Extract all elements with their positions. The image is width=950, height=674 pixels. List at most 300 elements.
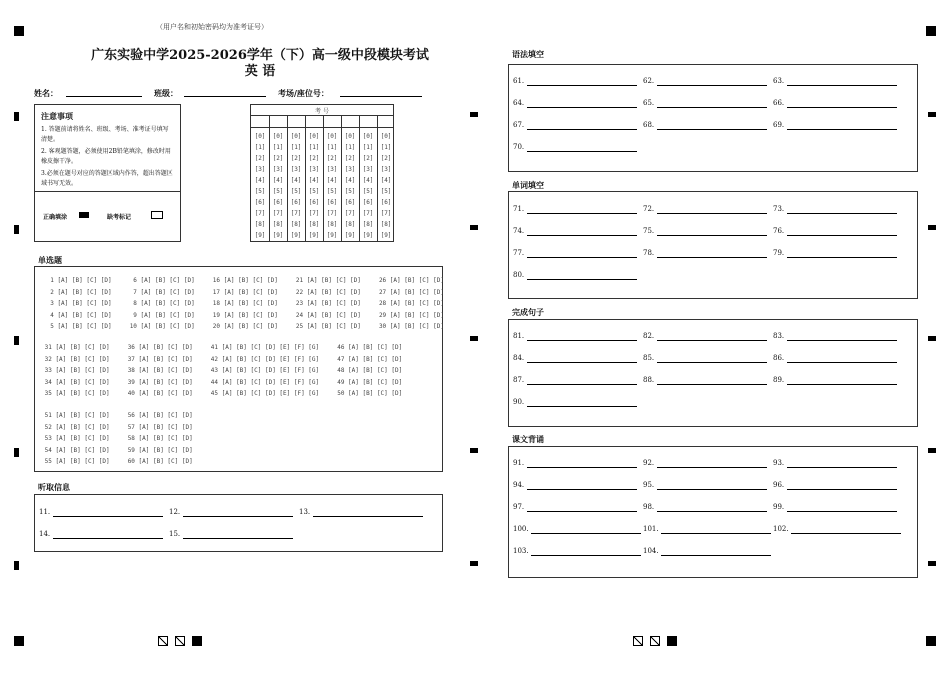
corner-mark-bottom-left <box>14 636 24 646</box>
answer-number: 102. <box>773 525 789 533</box>
exam-digit-bubble[interactable]: [4] <box>254 177 266 184</box>
answer-item <box>513 503 524 511</box>
answer-line[interactable] <box>527 511 637 512</box>
answer-line[interactable] <box>183 516 293 517</box>
answer-line[interactable] <box>657 511 767 512</box>
answer-item <box>513 525 529 533</box>
exam-digit-bubble[interactable]: [3] <box>308 166 320 173</box>
exam-digit-bubble[interactable]: [3] <box>362 166 374 173</box>
exam-digit-bubble[interactable]: [6] <box>254 199 266 206</box>
code-square <box>650 636 660 646</box>
exam-digit-bubble[interactable]: [2] <box>380 155 392 162</box>
answer-line[interactable] <box>787 85 897 86</box>
answer-number: 61. <box>513 77 525 85</box>
answer-item <box>39 530 50 538</box>
answer-line[interactable] <box>787 129 897 130</box>
answer-item <box>39 508 50 516</box>
exam-digit-bubble[interactable]: [5] <box>308 188 320 195</box>
exam-digit-bubble[interactable]: [9] <box>254 232 266 239</box>
room-field[interactable] <box>340 96 422 97</box>
answer-line[interactable] <box>787 489 897 490</box>
exam-digit-bubble[interactable]: [3] <box>326 166 338 173</box>
exam-digit-bubble[interactable]: [1] <box>326 144 338 151</box>
code-square <box>667 636 677 646</box>
exam-digit-bubble[interactable]: [0] <box>326 133 338 140</box>
exam-digit-bubble[interactable]: [8] <box>308 221 320 228</box>
exam-digit-bubble[interactable]: [3] <box>380 166 392 173</box>
answer-line[interactable] <box>531 555 641 556</box>
answer-number: 14. <box>39 530 51 538</box>
exam-digit-bubble[interactable]: [1] <box>344 144 356 151</box>
answer-number: 63. <box>773 77 785 85</box>
answer-item <box>169 508 180 516</box>
absent-mark-label: 缺考标记 <box>107 214 132 221</box>
right-mark <box>928 561 936 566</box>
answer-number: 70. <box>513 143 525 151</box>
code-square <box>175 636 185 646</box>
answer-number: 73. <box>773 205 785 213</box>
exam-digit-bubble[interactable]: [0] <box>272 133 284 140</box>
answer-line[interactable] <box>787 467 897 468</box>
exam-digit-bubble[interactable]: [2] <box>308 155 320 162</box>
name-label: 姓名： <box>34 88 58 98</box>
right-mark <box>928 225 936 230</box>
recite-title: 课文背诵 <box>512 434 544 444</box>
side-mark <box>14 336 19 345</box>
answer-line[interactable] <box>657 129 767 130</box>
answer-line[interactable] <box>657 467 767 468</box>
answer-item <box>513 205 524 213</box>
answer-item <box>643 77 654 85</box>
exam-digit-bubble[interactable]: [1] <box>290 144 302 151</box>
mcq-row[interactable]: 32 [A] [B] [C] [D] 37 [A] [B] [C] [D] 42 [A] [B] [C] [D] [E] [F] [G] 47 [A] [B] [C] [D] <box>41 355 403 363</box>
exam-digit-bubble[interactable]: [8] <box>254 221 266 228</box>
answer-number: 64. <box>513 99 525 107</box>
exam-digit-bubble[interactable]: [3] <box>272 166 284 173</box>
mcq-box <box>34 266 443 472</box>
exam-digit-bubble[interactable]: [4] <box>362 177 374 184</box>
exam-digit-bubble[interactable]: [7] <box>308 210 320 217</box>
mcq-row[interactable]: 4 [A] [B] [C] [D] 9 [A] [B] [C] [D] 19 [A] [B] [C] [D] 24 [A] [B] [C] [D] 29 [A] [B] [C] [D] <box>43 311 444 319</box>
mcq-row[interactable]: 2 [A] [B] [C] [D] 7 [A] [B] [C] [D] 17 [A] [B] [C] [D] 22 [A] [B] [C] [D] 27 [A] [B] [C] [D] <box>43 288 444 296</box>
exam-digit-bubble[interactable]: [1] <box>362 144 374 151</box>
exam-digit-bubble[interactable]: [0] <box>290 133 302 140</box>
exam-digit-bubble[interactable]: [3] <box>290 166 302 173</box>
exam-number-grid <box>250 104 394 242</box>
answer-number: 68. <box>643 121 655 129</box>
answer-line[interactable] <box>787 362 897 363</box>
exam-digit-bubble[interactable]: [1] <box>308 144 320 151</box>
exam-digit-bubble[interactable]: [4] <box>308 177 320 184</box>
exam-digit-bubble[interactable]: [9] <box>380 232 392 239</box>
answer-line[interactable] <box>527 107 637 108</box>
exam-digit-bubble[interactable]: [8] <box>380 221 392 228</box>
answer-number: 79. <box>773 249 785 257</box>
name-field[interactable] <box>66 96 142 97</box>
answer-item <box>773 503 784 511</box>
answer-number: 84. <box>513 354 525 362</box>
exam-digit-bubble[interactable]: [2] <box>254 155 266 162</box>
center-mark <box>470 561 478 566</box>
exam-digit-bubble[interactable]: [0] <box>254 133 266 140</box>
exam-digit-column <box>305 131 323 241</box>
exam-digit-bubble[interactable]: [5] <box>344 188 356 195</box>
answer-item <box>773 376 784 384</box>
correct-fill-label: 正确填涂 <box>43 214 68 221</box>
answer-line[interactable] <box>787 213 897 214</box>
exam-digit-bubble[interactable]: [6] <box>344 199 356 206</box>
exam-digit-bubble[interactable]: [6] <box>290 199 302 206</box>
answer-item <box>299 508 310 516</box>
exam-digit-bubble[interactable]: [1] <box>272 144 284 151</box>
exam-digit-bubble[interactable]: [9] <box>344 232 356 239</box>
answer-item <box>513 249 524 257</box>
answer-number: 103. <box>513 547 529 555</box>
answer-number: 15. <box>169 530 181 538</box>
exam-digit-bubble[interactable]: [5] <box>254 188 266 195</box>
answer-number: 78. <box>643 249 655 257</box>
exam-digit-bubble[interactable]: [5] <box>362 188 374 195</box>
answer-line[interactable] <box>527 129 637 130</box>
exam-digit-bubble[interactable]: [9] <box>308 232 320 239</box>
exam-digit-bubble[interactable]: [3] <box>254 166 266 173</box>
answer-item <box>643 332 654 340</box>
class-field[interactable] <box>184 96 266 97</box>
answer-line[interactable] <box>527 362 637 363</box>
class-label: 班级： <box>154 88 178 98</box>
right-mark <box>928 112 936 117</box>
exam-digit-bubble[interactable]: [7] <box>344 210 356 217</box>
corner-mark-top-right <box>926 26 936 36</box>
answer-number: 90. <box>513 398 525 406</box>
exam-digit-bubble[interactable]: [4] <box>272 177 284 184</box>
answer-number: 75. <box>643 227 655 235</box>
answer-item <box>643 547 659 555</box>
exam-digit-bubble[interactable]: [2] <box>272 155 284 162</box>
answer-item <box>643 205 654 213</box>
answer-number: 93. <box>773 459 785 467</box>
answer-number: 88. <box>643 376 655 384</box>
exam-digit-bubble[interactable]: [4] <box>380 177 392 184</box>
mcq-row[interactable]: 51 [A] [B] [C] [D] 56 [A] [B] [C] [D] <box>41 412 193 419</box>
exam-digit-bubble[interactable]: [2] <box>326 155 338 162</box>
answer-line[interactable] <box>657 362 767 363</box>
mcq-title: 单选题 <box>38 255 62 265</box>
exam-digit-bubble[interactable]: [0] <box>380 133 392 140</box>
answer-number: 67. <box>513 121 525 129</box>
answer-line[interactable] <box>53 538 163 539</box>
answer-item <box>643 481 654 489</box>
exam-digit-bubble[interactable]: [8] <box>344 221 356 228</box>
word-title: 单词填空 <box>512 180 544 190</box>
exam-digit-bubble[interactable]: [2] <box>362 155 374 162</box>
word-box <box>508 191 918 299</box>
answer-item <box>513 77 524 85</box>
answer-item <box>513 398 524 406</box>
exam-digit-bubble[interactable]: [4] <box>344 177 356 184</box>
exam-digit-bubble[interactable]: [1] <box>380 144 392 151</box>
answer-line[interactable] <box>527 257 637 258</box>
exam-digit-bubble[interactable]: [7] <box>290 210 302 217</box>
answer-number: 11. <box>39 508 51 516</box>
exam-digit-bubble[interactable]: [6] <box>272 199 284 206</box>
answer-item <box>773 354 784 362</box>
exam-digit-bubble[interactable]: [5] <box>272 188 284 195</box>
mcq-row[interactable]: 52 [A] [B] [C] [D] 57 [A] [B] [C] [D] <box>41 423 193 431</box>
answer-item <box>513 332 524 340</box>
exam-digit-bubble[interactable]: [7] <box>326 210 338 217</box>
mcq-row[interactable]: 53 [A] [B] [C] [D] 58 [A] [B] [C] [D] <box>41 435 193 442</box>
mcq-row[interactable]: 5 [A] [B] [C] [D] 10 [A] [B] [C] [D] 20 [A] [B] [C] [D] 25 [A] [B] [C] [D] 30 [A] [B] [C] [D] <box>43 323 444 330</box>
answer-line[interactable] <box>657 384 767 385</box>
answer-line[interactable] <box>527 235 637 236</box>
answer-item <box>643 99 654 107</box>
exam-digit-bubble[interactable]: [9] <box>362 232 374 239</box>
answer-item <box>773 77 784 85</box>
answer-line[interactable] <box>313 516 423 517</box>
exam-digit-bubble[interactable]: [9] <box>326 232 338 239</box>
answer-line[interactable] <box>657 489 767 490</box>
answer-number: 76. <box>773 227 785 235</box>
answer-item <box>513 481 524 489</box>
answer-number: 77. <box>513 249 525 257</box>
side-mark <box>14 561 19 570</box>
side-mark <box>14 112 19 121</box>
listening-box <box>34 494 443 552</box>
answer-item <box>643 227 654 235</box>
attention-item: 2. 客观题答题，必须使用2B铅笔填涂，修改时用橡皮擦干净。 <box>41 148 171 165</box>
exam-number-label: 考 号 <box>315 108 329 115</box>
answer-line[interactable] <box>657 85 767 86</box>
exam-digit-bubble[interactable]: [4] <box>326 177 338 184</box>
answer-line[interactable] <box>527 489 637 490</box>
exam-digit-bubble[interactable]: [6] <box>380 199 392 206</box>
answer-line[interactable] <box>661 533 771 534</box>
exam-digit-column <box>359 131 377 241</box>
answer-item <box>773 227 784 235</box>
answer-item <box>643 249 654 257</box>
answer-line[interactable] <box>657 257 767 258</box>
answer-line[interactable] <box>657 213 767 214</box>
answer-number: 74. <box>513 227 525 235</box>
answer-item <box>513 121 524 129</box>
answer-line[interactable] <box>657 340 767 341</box>
answer-number: 89. <box>773 376 785 384</box>
answer-line[interactable] <box>791 533 901 534</box>
sentence-box <box>508 319 918 427</box>
answer-line[interactable] <box>787 340 897 341</box>
answer-item <box>773 525 789 533</box>
exam-digit-bubble[interactable]: [5] <box>380 188 392 195</box>
answer-number: 69. <box>773 121 785 129</box>
exam-digit-bubble[interactable]: [2] <box>344 155 356 162</box>
exam-digit-bubble[interactable]: [9] <box>272 232 284 239</box>
exam-digit-bubble[interactable]: [2] <box>290 155 302 162</box>
exam-digit-bubble[interactable]: [7] <box>380 210 392 217</box>
mcq-row[interactable]: 35 [A] [B] [C] [D] 40 [A] [B] [C] [D] 45 [A] [B] [C] [D] [E] [F] [G] 50 [A] [B] [C] [D] <box>41 390 403 397</box>
answer-item <box>513 354 524 362</box>
exam-digit-bubble[interactable]: [7] <box>272 210 284 217</box>
answer-line[interactable] <box>183 538 293 539</box>
mcq-row[interactable]: 3 [A] [B] [C] [D] 8 [A] [B] [C] [D] 18 [A] [B] [C] [D] 23 [A] [B] [C] [D] 28 [A] [B] [C] [D] <box>43 300 444 307</box>
listening-title: 听取信息 <box>38 482 70 492</box>
attention-item: 1. 答题前请将姓名、班级、考场、准考证号填写清楚。 <box>41 126 169 143</box>
exam-digit-bubble[interactable]: [7] <box>362 210 374 217</box>
answer-item <box>773 121 784 129</box>
answer-number: 81. <box>513 332 525 340</box>
recite-box <box>508 446 918 578</box>
exam-digit-bubble[interactable]: [0] <box>344 133 356 140</box>
code-square <box>633 636 643 646</box>
center-mark <box>470 225 478 230</box>
answer-item <box>513 376 524 384</box>
answer-number: 71. <box>513 205 525 213</box>
answer-item <box>513 227 524 235</box>
answer-number: 62. <box>643 77 655 85</box>
answer-item <box>643 376 654 384</box>
exam-digit-bubble[interactable]: [6] <box>362 199 374 206</box>
answer-item <box>773 332 784 340</box>
answer-number: 87. <box>513 376 525 384</box>
exam-digit-column <box>251 131 269 241</box>
answer-number: 86. <box>773 354 785 362</box>
answer-item <box>773 459 784 467</box>
exam-digit-bubble[interactable]: [4] <box>290 177 302 184</box>
attention-title: 注意事项 <box>41 111 73 121</box>
answer-line[interactable] <box>527 340 637 341</box>
answer-line[interactable] <box>53 516 163 517</box>
grammar-title: 语法填空 <box>512 49 544 59</box>
answer-item <box>643 354 654 362</box>
mcq-row[interactable]: 1 [A] [B] [C] [D] 6 [A] [B] [C] [D] 16 [A] [B] [C] [D] 21 [A] [B] [C] [D] 26 [A] [B] [C] [D] <box>43 277 444 284</box>
side-mark <box>14 225 19 234</box>
divider <box>35 191 180 192</box>
answer-item <box>773 481 784 489</box>
answer-number: 92. <box>643 459 655 467</box>
right-mark <box>928 448 936 453</box>
answer-line[interactable] <box>657 107 767 108</box>
answer-line[interactable] <box>531 533 641 534</box>
mcq-row[interactable]: 34 [A] [B] [C] [D] 39 [A] [B] [C] [D] 44 [A] [B] [C] [D] [E] [F] [G] 49 [A] [B] [C] [D] <box>41 378 403 386</box>
answer-item <box>169 530 180 538</box>
exam-digit-bubble[interactable]: [8] <box>362 221 374 228</box>
answer-item <box>513 271 524 279</box>
exam-digit-column <box>341 131 359 241</box>
answer-item <box>643 525 659 533</box>
mcq-row[interactable]: 33 [A] [B] [C] [D] 38 [A] [B] [C] [D] 43 [A] [B] [C] [D] [E] [F] [G] 48 [A] [B] [C] [D] <box>41 367 403 374</box>
exam-digit-bubble[interactable]: [8] <box>326 221 338 228</box>
answer-item <box>773 99 784 107</box>
code-square <box>158 636 168 646</box>
mcq-row[interactable]: 54 [A] [B] [C] [D] 59 [A] [B] [C] [D] <box>41 446 193 454</box>
answer-number: 12. <box>169 508 181 516</box>
subject-title: 英 语 <box>244 64 276 79</box>
answer-number: 95. <box>643 481 655 489</box>
exam-digit-bubble[interactable]: [9] <box>290 232 302 239</box>
exam-digit-bubble[interactable]: [0] <box>362 133 374 140</box>
answer-number: 66. <box>773 99 785 107</box>
answer-number: 101. <box>643 525 659 533</box>
correct-fill-sample <box>79 212 89 218</box>
answer-item <box>513 143 524 151</box>
answer-line[interactable] <box>787 235 897 236</box>
answer-item <box>513 99 524 107</box>
answer-line[interactable] <box>527 467 637 468</box>
exam-digit-bubble[interactable]: [5] <box>326 188 338 195</box>
answer-number: 82. <box>643 332 655 340</box>
answer-item <box>773 249 784 257</box>
corner-mark-top-left <box>14 26 24 36</box>
absent-mark-box[interactable] <box>151 211 163 219</box>
answer-number: 100. <box>513 525 529 533</box>
mcq-row[interactable]: 31 [A] [B] [C] [D] 36 [A] [B] [C] [D] 41 [A] [B] [C] [D] [E] [F] [G] 46 [A] [B] [C] [D] <box>41 344 403 351</box>
exam-digit-bubble[interactable]: [8] <box>290 221 302 228</box>
exam-digit-bubble[interactable]: [0] <box>308 133 320 140</box>
exam-digit-column <box>323 131 341 241</box>
right-mark <box>928 336 936 341</box>
answer-line[interactable] <box>527 279 637 280</box>
exam-digit-bubble[interactable]: [7] <box>254 210 266 217</box>
answer-line[interactable] <box>787 384 897 385</box>
exam-title: 广东实验中学2025-2026学年（下）高一级中段模块考试 <box>91 48 429 63</box>
answer-number: 98. <box>643 503 655 511</box>
exam-digit-column <box>287 131 305 241</box>
login-notice: （用户名和初始密码均为准考证号） <box>156 23 268 31</box>
answer-line[interactable] <box>527 85 637 86</box>
answer-line[interactable] <box>527 406 637 407</box>
code-square <box>192 636 202 646</box>
grammar-box <box>508 64 918 172</box>
answer-item <box>513 547 529 555</box>
grid-line <box>251 127 393 128</box>
attention-item: 3.必须在题号对应的答题区域内作答，超出答题区域书写无效。 <box>41 170 173 187</box>
exam-digit-bubble[interactable]: [5] <box>290 188 302 195</box>
answer-line[interactable] <box>661 555 771 556</box>
mcq-row[interactable]: 55 [A] [B] [C] [D] 60 [A] [B] [C] [D] <box>41 458 193 465</box>
answer-number: 85. <box>643 354 655 362</box>
answer-line[interactable] <box>787 107 897 108</box>
answer-number: 94. <box>513 481 525 489</box>
answer-line[interactable] <box>787 257 897 258</box>
room-label: 考场/座位号： <box>278 88 329 98</box>
answer-number: 96. <box>773 481 785 489</box>
answer-line[interactable] <box>527 213 637 214</box>
exam-digit-bubble[interactable]: [1] <box>254 144 266 151</box>
answer-line[interactable] <box>657 235 767 236</box>
answer-item <box>643 459 654 467</box>
exam-digit-bubble[interactable]: [6] <box>326 199 338 206</box>
answer-number: 72. <box>643 205 655 213</box>
answer-item <box>643 503 654 511</box>
answer-line[interactable] <box>527 384 637 385</box>
attention-box <box>34 104 181 242</box>
exam-digit-bubble[interactable]: [3] <box>344 166 356 173</box>
exam-digit-bubble[interactable]: [8] <box>272 221 284 228</box>
answer-line[interactable] <box>527 151 637 152</box>
corner-mark-bottom-right <box>926 636 936 646</box>
sentence-title: 完成句子 <box>512 307 544 317</box>
answer-line[interactable] <box>787 511 897 512</box>
answer-number: 91. <box>513 459 525 467</box>
answer-item <box>513 459 524 467</box>
center-mark <box>470 448 478 453</box>
answer-number: 97. <box>513 503 525 511</box>
exam-digit-column <box>377 131 395 241</box>
center-mark <box>470 112 478 117</box>
answer-number: 13. <box>299 508 311 516</box>
grid-line <box>251 115 393 116</box>
exam-digit-bubble[interactable]: [6] <box>308 199 320 206</box>
